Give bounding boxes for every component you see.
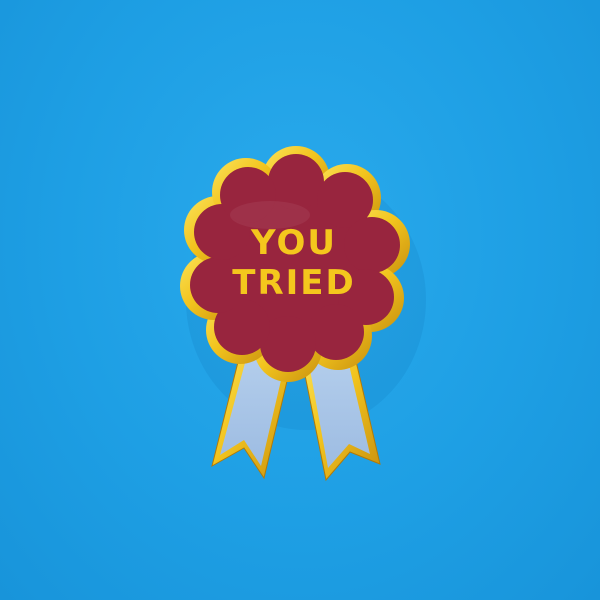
pin-text-line-1: YOU [251,223,337,263]
pin-text-line-2: TRIED [232,263,356,303]
